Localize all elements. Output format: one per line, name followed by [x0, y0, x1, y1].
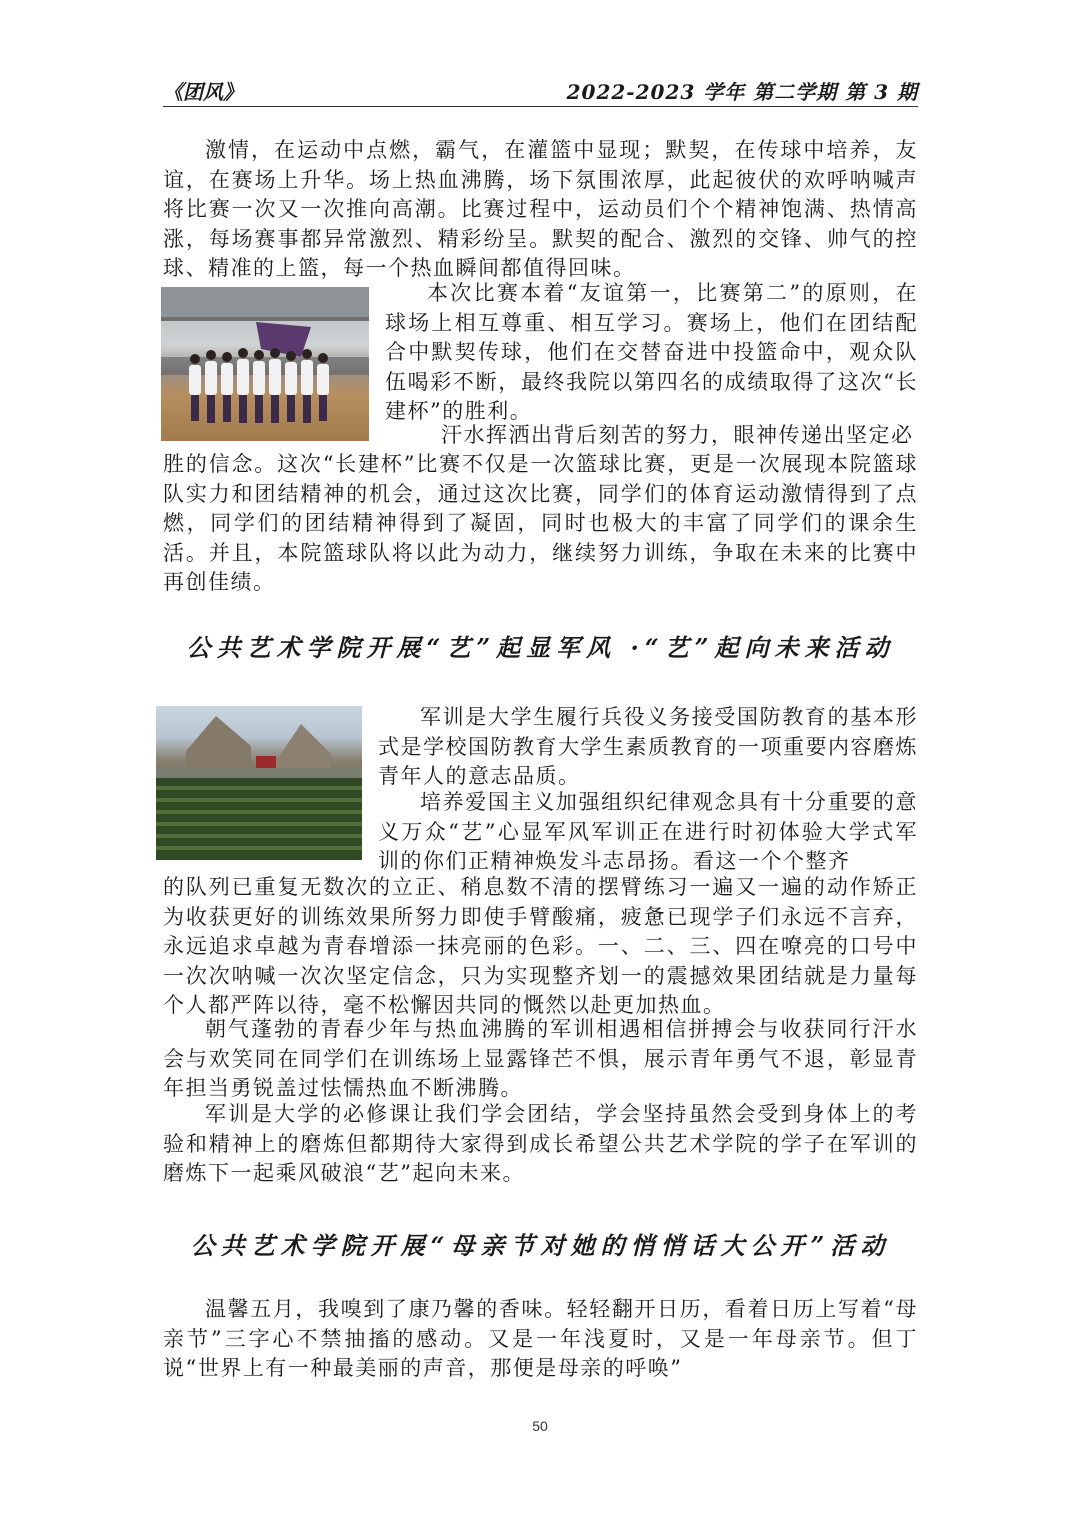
- journal-title: 《团风》: [163, 80, 243, 104]
- article2-paragraph-2-rest: 的队列已重复无数次的立正、稍息数不清的摆臂练习一遍又一遍的动作矫正为收获更好的训练效果所努力即使手臂酸痛，疲惫已现学子们永远不言弃，永远追求卓越为青春增添一抹亮丽的色彩。一、二、三、四在嘹亮的口号中一次次呐喊一次次坚定信念，只为实现整齐划一的震撼效果团结就是力量每个人都严阵以待，毫不松懈因共同的慨然以赴更加热血。: [163, 875, 918, 1017]
- page-number: 50: [532, 1418, 548, 1434]
- article2-paragraph-4: 军训是大学的必修课让我们学会团结，学会坚持虽然会受到身体上的考验和精神上的磨炼但都期待大家得到成长希望公共艺术学院的学子在军训的磨炼下一起乘风破浪“艺”起向未来。: [163, 1102, 918, 1185]
- military-training-scene: [156, 706, 362, 860]
- basketball-team-photo: [161, 287, 369, 441]
- basketball-team-figures: [161, 287, 369, 441]
- article3-paragraph-1: 温馨五月，我嗅到了康乃馨的香味。轻轻翻开日历，看着日历上写着“母亲节”三字心不禁抽搐的感动。又是一年浅夏时，又是一年母亲节。但丁说“世界上有一种最美丽的声音，那便是母亲的呼唤”: [163, 1297, 918, 1380]
- page-header: [163, 76, 918, 107]
- military-training-photo: [156, 706, 362, 860]
- article1-paragraph-3-start: 汗水挥洒出背后刻苦的努力，眼神传递出坚定必: [441, 423, 914, 447]
- article1-paragraph-2: 本次比赛本着“友谊第一，比赛第二”的原则，在球场上相互尊重、相互学习。赛场上，他们在团结配合中默契传球，他们在交替奋进中投篮命中，观众队伍喝彩不断，最终我院以第四名的成绩取得了这次“长建杯”的胜利。: [385, 281, 918, 423]
- article2-paragraph-2-side: 培养爱国主义加强组织纪律观念具有十分重要的意义万众“艺”心显军风军训正在进行时初体验大学式军训的你们正精神焕发斗志昂扬。看这一个个整齐: [378, 790, 918, 873]
- article1-paragraph-1: 激情，在运动中点燃，霸气，在灌篮中显现；默契，在传球中培养，友谊，在赛场上升华。场上热血沸腾，场下氛围浓厚，此起彼伏的欢呼呐喊声将比赛一次又一次推向高潮。比赛过程中，运动员们个个精神饱满、热情高涨，每场赛事都异常激烈、精彩纷呈。默契的配合、激烈的交锋、帅气的控球、精准的上篮，每一个热血瞬间都值得回味。: [163, 138, 918, 280]
- article2-paragraph-3: 朝气蓬勃的青春少年与热血沸腾的军训相遇相信拼搏会与收获同行汗水会与欢笑同在同学们在训练场上显露锋芒不惧，展示青年勇气不退，彰显青年担当勇锐盖过怯懦热血不断沸腾。: [163, 1017, 918, 1100]
- issue-info: 2022-2023 学年 第二学期 第 3 期: [566, 80, 918, 104]
- article1-paragraph-3-rest: 胜的信念。这次“长建杯”比赛不仅是一次篮球比赛，更是一次展现本院篮球队实力和团结精神的机会，通过这次比赛，同学们的体育运动激情得到了点燃，同学们的团结精神得到了凝固，同时也极大的丰富了同学们的课余生活。并且，本院篮球队将以此为动力，继续努力训练，争取在未来的比赛中再创佳绩。: [163, 452, 918, 594]
- article2-heading: 公共艺术学院开展“艺”起显军风 ·“艺”起向未来活动: [186, 633, 895, 662]
- article2-paragraph-1: 军训是大学生履行兵役义务接受国防教育的基本形式是学校国防教育大学生素质教育的一项重要内容磨炼青年人的意志品质。: [378, 705, 918, 788]
- article3-heading: 公共艺术学院开展“母亲节对她的悄悄话大公开”活动: [190, 1231, 891, 1260]
